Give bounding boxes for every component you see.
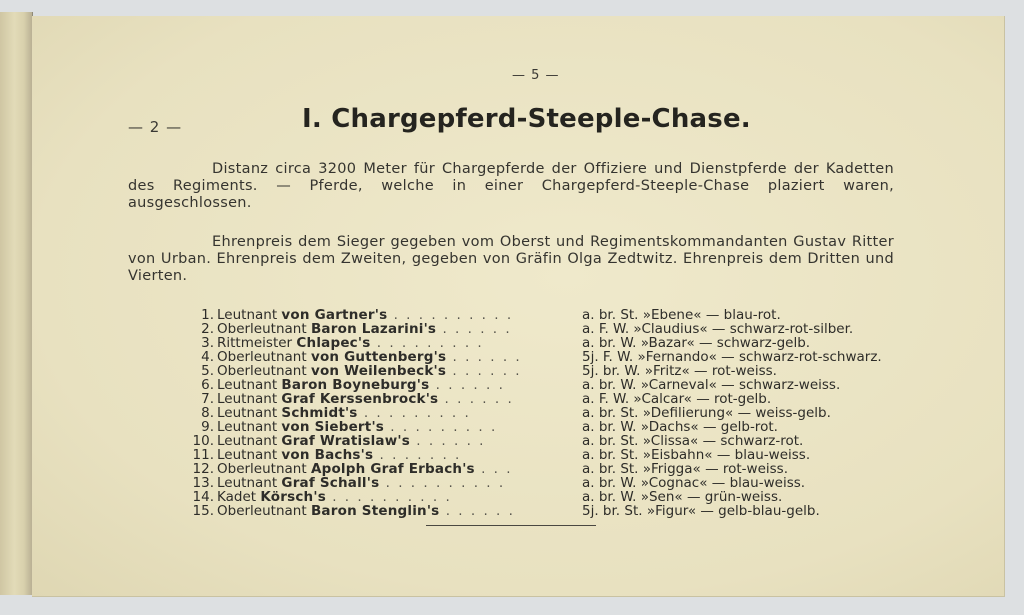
list-item	[182, 405, 831, 421]
paragraph-prizes: Ehrenpreis dem Sieger gegeben vom Oberst und Regimentskommandanten Gustav Ritter von Urban. Ehrenpreis dem Zweiten, gegeben von Gräfin Olga Zedtwitz. Ehrenpreis dem Dritten und Vierten.	[128, 234, 894, 284]
entry-horse: a. br. St. »Clissa« — schwarz-rot.	[582, 433, 804, 449]
entry-rank: Leutnant	[217, 419, 278, 435]
entry-number: 7.	[201, 391, 214, 407]
entry-leader-dots: . . . . . .	[446, 349, 522, 365]
entry-owner-name: von Guttenberg's	[310, 349, 447, 365]
entry-owner-name: Schmidt's	[281, 405, 358, 421]
entry-leader-dots: . . . . . . . . .	[384, 419, 498, 435]
entry-owner-name: von Weilenbeck's	[310, 363, 447, 379]
entry-owner-name: Apolph Graf Erbach's	[310, 461, 475, 477]
entry-horse: a. br. W. »Cognac« — blau-weiss.	[582, 475, 806, 491]
entry-owner-name: Graf Wratislaw's	[281, 433, 410, 449]
entry-owner-name: von Siebert's	[281, 419, 385, 435]
entry-owner	[214, 378, 505, 392]
entry-horse: a. br. St. »Defilierung« — weiss-gelb.	[582, 405, 831, 421]
entry-leader-dots: . . . . . . . . . .	[387, 307, 514, 323]
entry-number: 12.	[192, 461, 214, 477]
entry-number: 10.	[192, 433, 214, 449]
list-item	[182, 503, 820, 519]
list-item	[182, 461, 788, 477]
entry-owner-name: Graf Schall's	[281, 475, 380, 491]
entry-horse: 5j. br. W. »Fritz« — rot-weiss.	[582, 363, 777, 379]
list-item	[182, 349, 882, 365]
entry-rank: Leutnant	[217, 447, 278, 463]
entry-owner	[214, 420, 497, 434]
list-item	[182, 335, 811, 351]
entry-number: 14.	[192, 489, 214, 505]
entry-owner	[214, 434, 485, 448]
entry-number: 8.	[201, 405, 214, 421]
entry-leader-dots: . . . . . .	[438, 391, 514, 407]
list-item	[182, 363, 777, 379]
entry-owner	[214, 308, 513, 322]
list-item	[182, 377, 841, 393]
entry-owner-name: Baron Stenglin's	[310, 503, 440, 519]
entry-rank: Leutnant	[217, 377, 278, 393]
entry-rank: Oberleutnant	[217, 349, 307, 365]
entry-rank: Oberleutnant	[217, 363, 307, 379]
entry-horse: 5j. br. St. »Figur« — gelb-blau-gelb.	[582, 503, 820, 519]
entry-leader-dots: . . . . . .	[439, 503, 515, 519]
entry-number: 3.	[201, 335, 214, 351]
entry-owner-name: Baron Boyneburg's	[281, 377, 430, 393]
entry-rank: Oberleutnant	[217, 461, 307, 477]
list-item	[182, 489, 783, 505]
list-item	[182, 447, 811, 463]
entry-horse: a. br. W. »Bazar« — schwarz-gelb.	[582, 335, 811, 351]
entry-rank: Leutnant	[217, 433, 278, 449]
entry-leader-dots: . . .	[474, 461, 513, 477]
paragraph-conditions: Distanz circa 3200 Meter für Chargepferde der Offiziere und Dienstpferde der Kadetten des Regiments. — Pferde, welche in einer Chargepferd-Steeple-Chase plaziert waren, ausgeschlossen.	[128, 161, 894, 211]
entry-number: 15.	[192, 503, 214, 519]
list-item	[182, 321, 854, 337]
page-title: I. Chargepferd-Steeple-Chase.	[302, 104, 751, 134]
entry-horse: a. br. W. »Carneval« — schwarz-weiss.	[582, 377, 841, 393]
entry-number: 13.	[192, 475, 214, 491]
entry-owner	[214, 462, 513, 476]
entry-leader-dots: . . . . . . . . . .	[325, 489, 452, 505]
entry-number: 4.	[201, 349, 214, 365]
entry-list	[182, 307, 882, 519]
entry-owner-name: von Gartner's	[281, 307, 388, 323]
entry-leader-dots: . . . . . . . . .	[370, 335, 484, 351]
entry-horse: a. br. W. »Sen« — grün-weiss.	[582, 489, 783, 505]
entry-leader-dots: . . . . . . . . . .	[379, 475, 506, 491]
entry-leader-dots: . . . . . .	[446, 363, 522, 379]
entry-leader-dots: . . . . . .	[409, 433, 486, 449]
entry-horse: a. br. St. »Eisbahn« — blau-weiss.	[582, 447, 811, 463]
entry-owner	[214, 322, 512, 336]
document-page	[32, 16, 1005, 597]
entry-owner	[214, 504, 515, 518]
entry-number: 5.	[201, 363, 214, 379]
entry-rank: Leutnant	[217, 307, 278, 323]
entry-owner	[214, 350, 522, 364]
entry-rank: Oberleutnant	[217, 503, 307, 519]
entry-owner	[214, 490, 452, 504]
page-number: — 5 —	[512, 68, 560, 83]
entry-leader-dots: . . . . . .	[429, 377, 505, 393]
entry-leader-dots: . . . . . .	[436, 321, 512, 337]
entry-owner-name: Baron Lazarini's	[310, 321, 437, 337]
entry-horse: a. F. W. »Calcar« — rot-gelb.	[582, 391, 772, 407]
entry-owner	[214, 336, 484, 350]
entry-leader-dots: . . . . . . .	[373, 447, 462, 463]
entry-rank: Kadet	[217, 489, 257, 505]
list-item	[182, 475, 806, 491]
entry-rank: Rittmeister	[217, 335, 293, 351]
entry-leader-dots: . . . . . . . . .	[357, 405, 471, 421]
entry-number: 6.	[201, 377, 214, 393]
entry-horse: 5j. F. W. »Fernando« — schwarz-rot-schwarz.	[582, 349, 882, 365]
entry-owner-name: Körsch's	[260, 489, 326, 505]
list-item	[182, 433, 804, 449]
list-item	[182, 419, 778, 435]
entry-number: 2.	[201, 321, 214, 337]
section-number: — 2 —	[128, 118, 183, 136]
entry-rank: Oberleutnant	[217, 321, 307, 337]
list-item	[182, 391, 772, 407]
entry-owner	[214, 364, 522, 378]
entry-horse: a. F. W. »Claudius« — schwarz-rot-silber.	[582, 321, 854, 337]
entry-owner-name: von Bachs's	[281, 447, 374, 463]
book-spine	[0, 12, 33, 595]
entry-number: 9.	[201, 419, 214, 435]
entry-number: 1.	[201, 307, 214, 323]
entry-owner	[214, 392, 514, 406]
entry-owner-name: Chlapec's	[296, 335, 371, 351]
entry-owner-name: Graf Kerssenbrock's	[281, 391, 439, 407]
entry-rank: Leutnant	[217, 475, 278, 491]
entry-horse: a. br. St. »Frigga« — rot-weiss.	[582, 461, 788, 477]
divider-rule	[426, 525, 596, 526]
entry-owner	[214, 476, 505, 490]
entry-owner	[214, 448, 461, 462]
entry-rank: Leutnant	[217, 405, 278, 421]
entry-owner	[214, 406, 471, 420]
list-item	[182, 307, 781, 323]
entry-rank: Leutnant	[217, 391, 278, 407]
entry-horse: a. br. St. »Ebene« — blau-rot.	[582, 307, 781, 323]
entry-number: 11.	[192, 447, 214, 463]
entry-horse: a. br. W. »Dachs« — gelb-rot.	[582, 419, 778, 435]
